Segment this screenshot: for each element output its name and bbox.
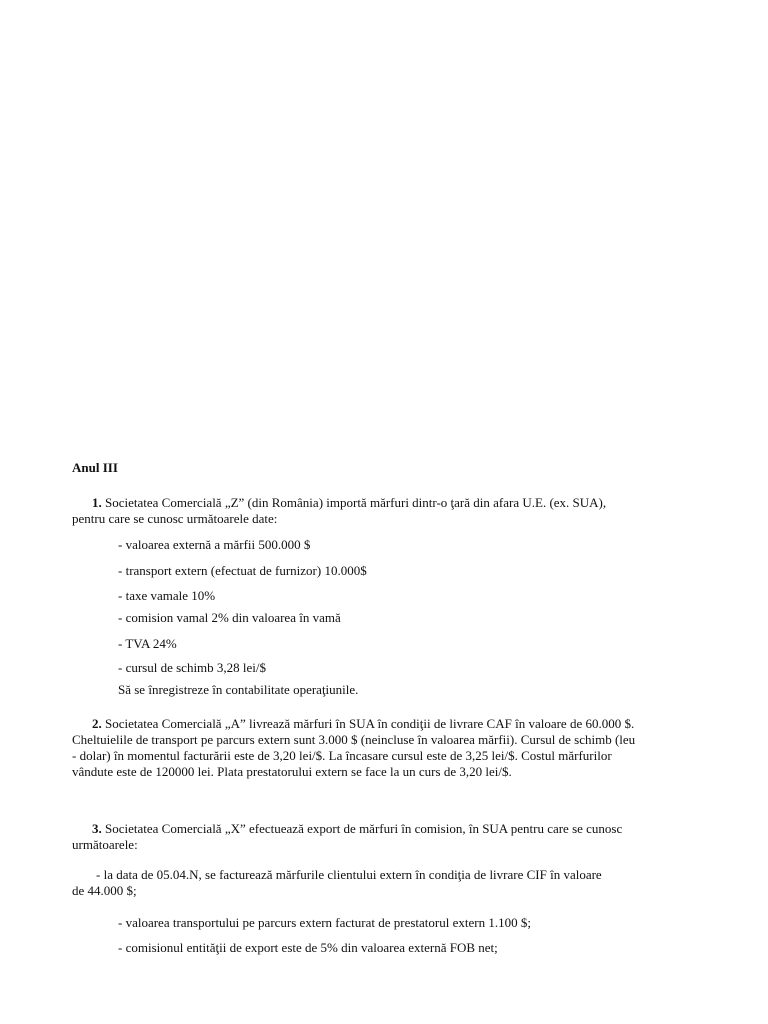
problem-1-item-4: - comision vamal 2% din valoarea în vamă xyxy=(118,610,341,625)
problem-1-number: 1. xyxy=(92,495,102,510)
problem-3-number: 3. xyxy=(92,821,102,836)
problem-1-text: Societatea Comercială „Z” (din România) importă mărfuri dintr-o ţară din afara U.E. (ex. SUA), pentru care se cunosc următoarele date: xyxy=(72,495,607,526)
problem-2-paragraph xyxy=(72,716,637,780)
problem-1-item-2: - transport extern (efectuat de furnizor) 10.000$ xyxy=(118,563,367,578)
problem-1-instruction: Să se înregistreze în contabilitate operaţiunile. xyxy=(118,682,359,697)
problem-3-item-1: - valoarea transportului pe parcurs extern facturat de prestatorul extern 1.100 $; xyxy=(118,915,531,930)
section-heading: Anul III xyxy=(72,460,118,475)
problem-1-item-6: - cursul de schimb 3,28 lei/$ xyxy=(118,660,267,675)
problem-1-paragraph xyxy=(72,495,637,527)
problem-1-item-3: - taxe vamale 10% xyxy=(118,588,216,603)
problem-2-text: Societatea Comercială „A” livrează mărfuri în SUA în condiţii de livrare CAF în valoare de 60.000 $. Cheltuielile de transport pe parcurs extern sunt 3.000 $ (neincluse în valoarea mărfii). Cursul de schimb (leu - dolar) în momentul facturării este de 3,20 lei/$. La încasare cursul este de 3,25 lei/$. Costul mărfurilor vândute este de 120000 lei. Plata prestatorului extern se face la un curs de 3,20 lei/$. xyxy=(72,716,636,779)
problem-3-item-2: - comisionul entităţii de export este de 5% din valoarea externă FOB net; xyxy=(118,940,498,955)
problem-2-number: 2. xyxy=(92,716,102,731)
problem-1-item-5: - TVA 24% xyxy=(118,636,177,651)
problem-3-paragraph xyxy=(72,821,637,853)
problem-3-text: Societatea Comercială „X” efectuează export de mărfuri în comision, în SUA pentru care se cunosc următoarele: xyxy=(72,821,623,852)
problem-1-item-1: - valoarea externă a mărfii 500.000 $ xyxy=(118,537,311,552)
problem-3-first-item: - la data de 05.04.N, se facturează mărfurile clientului extern în condiţia de livrare CIF în valoare de 44.000 $; xyxy=(72,867,602,898)
